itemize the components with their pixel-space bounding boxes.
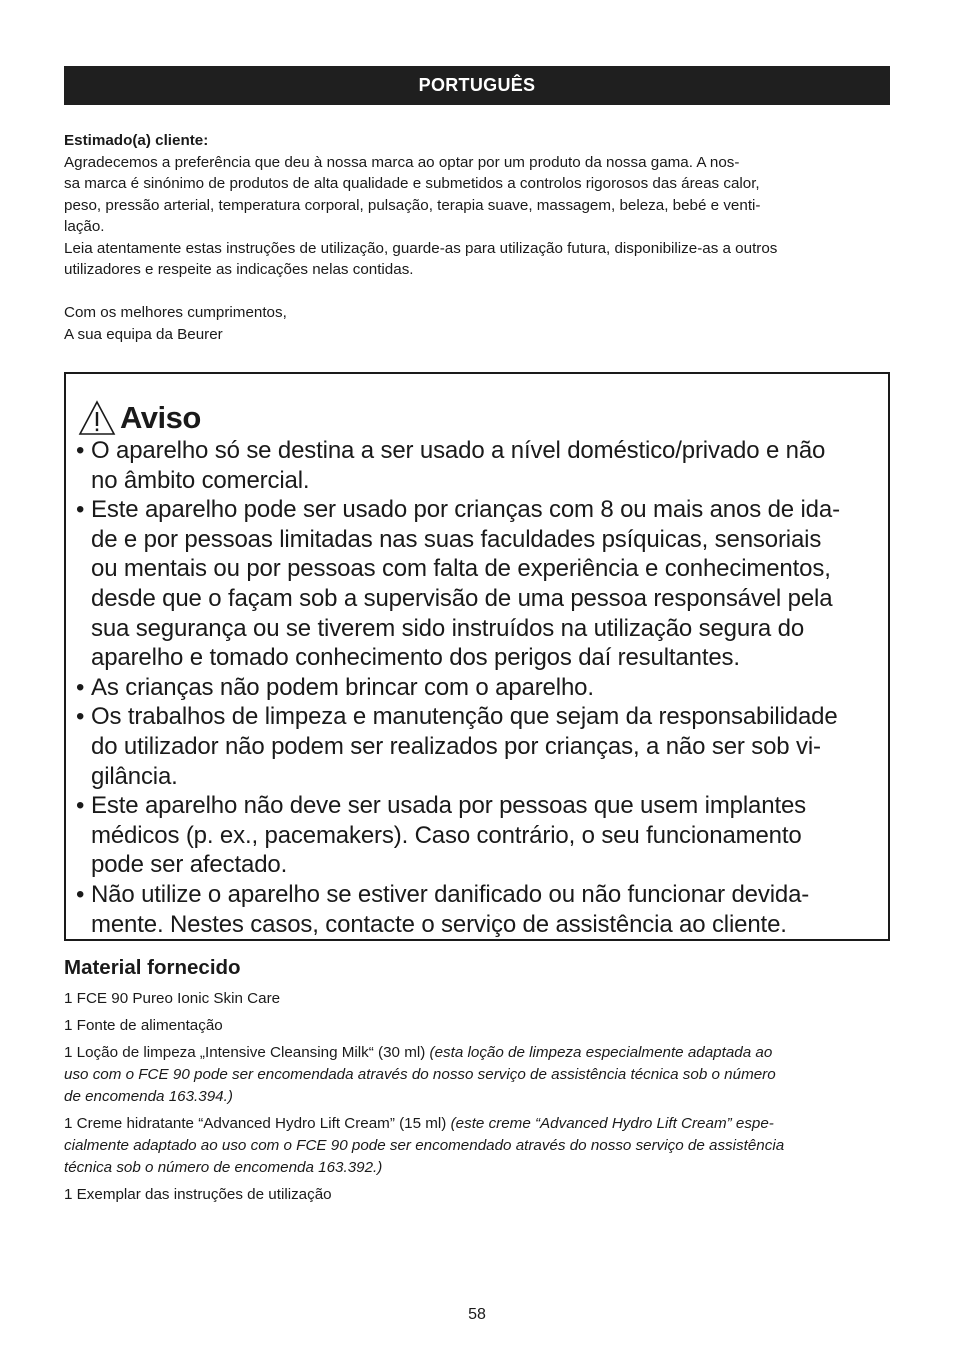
supplied-item-note: técnica sob o número de encomenda 163.392.) <box>64 1159 383 1176</box>
intro-line: utilizadores e respeite as indicações nelas contidas. <box>64 261 414 278</box>
warning-item-line: desde que o façam sob a supervisão de uma pessoa responsável pela <box>91 584 833 612</box>
warning-item-line: do utilizador não podem ser realizados por crianças, a não ser sob vi- <box>91 732 821 760</box>
intro-section <box>64 130 892 345</box>
supplied-item-note: cialmente adaptado ao uso com o FCE 90 pode ser encomendado através do nosso serviço de assistência <box>64 1137 785 1154</box>
signature: A sua equipa da Beurer <box>64 325 223 343</box>
warning-item <box>76 880 876 939</box>
supplied-item <box>64 1042 892 1108</box>
greeting: Estimado(a) cliente: <box>64 132 209 149</box>
warning-item <box>76 495 876 673</box>
bullet: • <box>76 880 85 908</box>
supplied-heading: Material fornecido <box>64 956 241 979</box>
warning-item-line: aparelho e tomado conhecimento dos perigos daí resultantes. <box>91 644 740 672</box>
bullet: • <box>76 496 85 524</box>
warning-item <box>76 791 876 880</box>
warning-item-line: As crianças não podem brincar com o aparelho. <box>91 673 594 701</box>
warning-item-line: Os trabalhos de limpeza e manutenção que sejam da responsabilidade <box>91 703 838 731</box>
warning-item-line: sua segurança ou se tiverem sido instruídos na utilização segura do <box>91 614 805 642</box>
supplied-item-text: 1 Creme hidratante “Advanced Hydro Lift Cream” (15 ml) <box>64 1115 451 1132</box>
intro-line: peso, pressão arterial, temperatura corporal, pulsação, terapia suave, massagem, beleza, bebé e venti- <box>64 196 761 214</box>
warning-item-line: de e por pessoas limitadas nas suas faculdades psíquicas, sensoriais <box>91 525 822 553</box>
supplied-item-note: uso com o FCE 90 pode ser encomendada através do nosso serviço de assistência técnica sob o número <box>64 1066 776 1083</box>
warning-list <box>76 436 876 939</box>
intro-line: sa marca é sinónimo de produtos de alta qualidade e submetidos a controlos rigorosos das áreas calor, <box>64 175 760 192</box>
warning-heading <box>78 392 201 436</box>
warning-item <box>76 673 876 703</box>
supplied-item-text: 1 Loção de limpeza „Intensive Cleansing Milk“ (30 ml) <box>64 1044 430 1061</box>
warning-item-line: pode ser afectado. <box>91 851 288 879</box>
bullet: • <box>76 673 85 701</box>
supplied-item-note: de encomenda 163.394.) <box>64 1088 233 1105</box>
warning-triangle-icon <box>78 400 116 436</box>
language-label: PORTUGUÊS <box>418 75 536 95</box>
supplied-item <box>64 1113 892 1179</box>
warning-item-line: Este aparelho pode ser usado por crianças com 8 ou mais anos de ida- <box>91 496 840 524</box>
warning-item-line: no âmbito comercial. <box>91 466 310 494</box>
page-number: 58 <box>468 1306 486 1323</box>
warning-item-line: gilância. <box>91 762 178 790</box>
warning-item-line: Não utilize o aparelho se estiver danificado ou não funcionar devida- <box>91 880 810 908</box>
supplied-item: 1 Exemplar das instruções de utilização <box>64 1186 332 1203</box>
intro-line: Agradecemos a preferência que deu à nossa marca ao optar por um produto da nossa gama. A nos- <box>64 153 740 171</box>
warning-item-line: Este aparelho não deve ser usada por pessoas que usem implantes <box>91 792 807 820</box>
warning-item-line: ou mentais ou por pessoas com falta de experiência e conhecimentos, <box>91 555 831 583</box>
warning-title: Aviso <box>120 400 201 435</box>
intro-line: lação. <box>64 218 105 235</box>
intro-line: Leia atentamente estas instruções de utilização, guarde-as para utilização futura, disponibilize-as a outros <box>64 239 778 257</box>
bullet: • <box>76 437 85 464</box>
warning-item-line: mente. Nestes casos, contacte o serviço de assistência ao cliente. <box>91 910 787 938</box>
warning-item-line: médicos (p. ex., pacemakers). Caso contrário, o seu funcionamento <box>91 821 802 849</box>
supplied-item-note: (este creme “Advanced Hydro Lift Cream” espe- <box>450 1115 774 1132</box>
warning-item <box>76 702 876 791</box>
supplied-item: 1 FCE 90 Pureo Ionic Skin Care <box>64 990 281 1007</box>
language-header <box>64 66 890 105</box>
bullet: • <box>76 703 85 731</box>
supplied-item: 1 Fonte de alimentação <box>64 1017 223 1034</box>
warning-box <box>64 372 890 941</box>
supplied-list <box>64 988 892 1211</box>
warning-item <box>76 436 876 495</box>
bullet: • <box>76 792 85 820</box>
warning-item-line: O aparelho só se destina a ser usado a nível doméstico/privado e não <box>91 437 826 464</box>
supplied-item-note: (esta loção de limpeza especialmente adaptada ao <box>429 1044 773 1061</box>
closing: Com os melhores cumprimentos, <box>64 304 287 321</box>
